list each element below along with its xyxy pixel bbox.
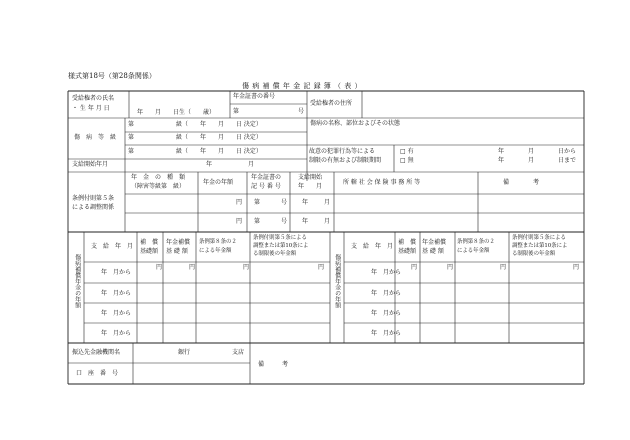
col-pension-type-grade: （障害等級第 級） bbox=[131, 183, 186, 190]
restriction-from: 年 月 日から bbox=[498, 148, 577, 155]
address-label: 受給権者の住所 bbox=[310, 100, 353, 107]
left-col-annual-1: 年金補償 bbox=[166, 239, 191, 246]
right-row-1-adj-yen: 円 bbox=[573, 264, 580, 271]
left-col-annual-2: 基 礎 額 bbox=[166, 248, 188, 255]
left-row-3-period: 年 月から bbox=[101, 310, 132, 317]
col-cert-2: 記 号 番 号 bbox=[251, 183, 281, 190]
pension-side-label-left: 傷病補償年金の年額 bbox=[73, 254, 81, 308]
adjustment-side-label-1: 条例付則第５条 bbox=[72, 195, 115, 202]
adj-row-2-nen: 年 bbox=[302, 218, 309, 225]
right-row-1-period: 年 月から bbox=[371, 269, 402, 276]
restriction-no: □ 無 bbox=[400, 157, 414, 164]
injury-label: 傷病の名称、部位およびその状態 bbox=[310, 120, 401, 127]
left-col-art8-2: による年金額 bbox=[199, 248, 232, 254]
col-remarks: 備 考 bbox=[503, 179, 540, 186]
bank-label: 振込先金融機関名 bbox=[72, 349, 121, 356]
col-start-1: 支給開始 bbox=[298, 174, 323, 181]
adj-row-2-tsuki: 月 bbox=[324, 218, 331, 225]
right-col-period: 支 給 年 月 bbox=[351, 243, 394, 250]
col-cert-1: 年金証書の bbox=[251, 174, 282, 181]
left-row-1-period: 年 月から bbox=[101, 269, 132, 276]
grade-label: 傷 病 等 級 bbox=[74, 134, 117, 141]
left-row-4-period: 年 月から bbox=[101, 330, 132, 337]
payment-start-label: 支給開始年月 bbox=[72, 161, 109, 168]
restriction-label-2: 制限の有無および制限期間 bbox=[309, 157, 382, 164]
right-col-base-2: 基礎額 bbox=[398, 248, 417, 255]
adj-row-1-tsuki: 月 bbox=[324, 199, 331, 206]
left-col-base-2: 基礎額 bbox=[140, 248, 159, 255]
col-start-2: 年 月 bbox=[298, 183, 323, 190]
recipient-name-label: 受給権者の氏名 bbox=[72, 95, 115, 102]
right-row-1-base-yen: 円 bbox=[411, 264, 418, 271]
pension-side-label-right: 傷病補償年金の年額 bbox=[333, 254, 341, 308]
left-col-art8-1: 条例第８条の２ bbox=[199, 239, 237, 245]
left-col-base-1: 補 償 bbox=[140, 239, 159, 246]
restriction-label-1: 故意の犯罪行為等による bbox=[309, 148, 376, 155]
left-col-period: 支 給 年 月 bbox=[91, 243, 134, 250]
cert-go: 号 bbox=[298, 108, 305, 115]
right-col-adj-3: る制限後の年金額 bbox=[512, 251, 556, 257]
grade-row-1: 級（ 年 月 日 決定） bbox=[176, 121, 262, 128]
cert-dai: 第 bbox=[233, 108, 240, 115]
col-annual-amount: 年金の年額 bbox=[203, 179, 234, 186]
adj-row-1-yen: 円 bbox=[236, 199, 243, 206]
grade-row-3: 級（ 年 月 日 決定） bbox=[176, 148, 262, 155]
branch-suffix: 支店 bbox=[232, 349, 245, 356]
right-row-4-period: 年 月から bbox=[371, 330, 402, 337]
restriction-yes: □ 有 bbox=[400, 148, 414, 155]
restriction-until: 年 月 日まで bbox=[498, 157, 577, 164]
right-row-1-annual-yen: 円 bbox=[447, 264, 454, 271]
account-number-label: 口 座 番 号 bbox=[76, 370, 119, 377]
right-col-annual-1: 年金補償 bbox=[422, 239, 447, 246]
left-row-1-base-yen: 円 bbox=[156, 264, 163, 271]
form-title: 傷 病 補 償 年 金 記 録 簿 （ 表 ） bbox=[242, 82, 362, 90]
right-row-1-art8-yen: 円 bbox=[500, 264, 507, 271]
form-number: 様式第18号（第28条関係） bbox=[68, 72, 156, 80]
col-pension-type: 年 金 の 種 類 bbox=[131, 174, 186, 181]
left-row-2-period: 年 月から bbox=[101, 290, 132, 297]
left-col-adj-2: 調整または第10条によ bbox=[253, 243, 309, 249]
right-row-2-period: 年 月から bbox=[371, 290, 402, 297]
left-row-1-annual-yen: 円 bbox=[189, 264, 196, 271]
grade-row-2: 級（ 年 月 日 決定） bbox=[176, 134, 262, 141]
adj-row-1-dai: 第 bbox=[254, 199, 261, 206]
birth-date-field: 年 月 日生（ 歳） bbox=[137, 109, 216, 116]
adjustment-side-label-2: による調整関係 bbox=[72, 204, 115, 211]
right-col-adj-2: 調整または第10条によ bbox=[512, 243, 568, 249]
right-col-annual-2: 基 礎 額 bbox=[422, 248, 444, 255]
adj-row-2-go: 号 bbox=[281, 218, 288, 225]
adj-row-2-dai: 第 bbox=[254, 218, 261, 225]
left-col-adj-3: る制限後の年金額 bbox=[253, 251, 297, 257]
grade-row-2-dai: 第 bbox=[128, 134, 135, 141]
right-col-art8-1: 条例第８条の２ bbox=[457, 239, 495, 245]
right-col-base-1: 補 償 bbox=[398, 239, 417, 246]
grade-row-1-dai: 第 bbox=[128, 121, 135, 128]
bank-suffix: 銀行 bbox=[178, 349, 191, 356]
col-office: 所 轄 社 会 保 険 事 務 所 等 bbox=[343, 179, 421, 186]
adj-row-1-nen: 年 bbox=[302, 199, 309, 206]
adj-row-1-go: 号 bbox=[281, 199, 288, 206]
payment-start-value: 年 月 bbox=[206, 161, 255, 168]
adj-row-2-yen: 円 bbox=[236, 218, 243, 225]
recipient-birth-label: ・ 生 年 月 日 bbox=[72, 105, 110, 112]
right-row-3-period: 年 月から bbox=[371, 310, 402, 317]
pension-cert-label: 年金証書の番号 bbox=[233, 93, 276, 100]
bank-remarks-label: 備 考 bbox=[258, 361, 289, 368]
right-col-art8-2: による年金額 bbox=[457, 248, 490, 254]
left-row-1-art8-yen: 円 bbox=[243, 264, 250, 271]
grade-row-3-dai: 第 bbox=[128, 148, 135, 155]
right-col-adj-1: 条例付則第５条による bbox=[512, 235, 566, 241]
left-col-adj-1: 条例付則第５条による bbox=[253, 235, 307, 241]
left-row-1-adj-yen: 円 bbox=[318, 264, 325, 271]
